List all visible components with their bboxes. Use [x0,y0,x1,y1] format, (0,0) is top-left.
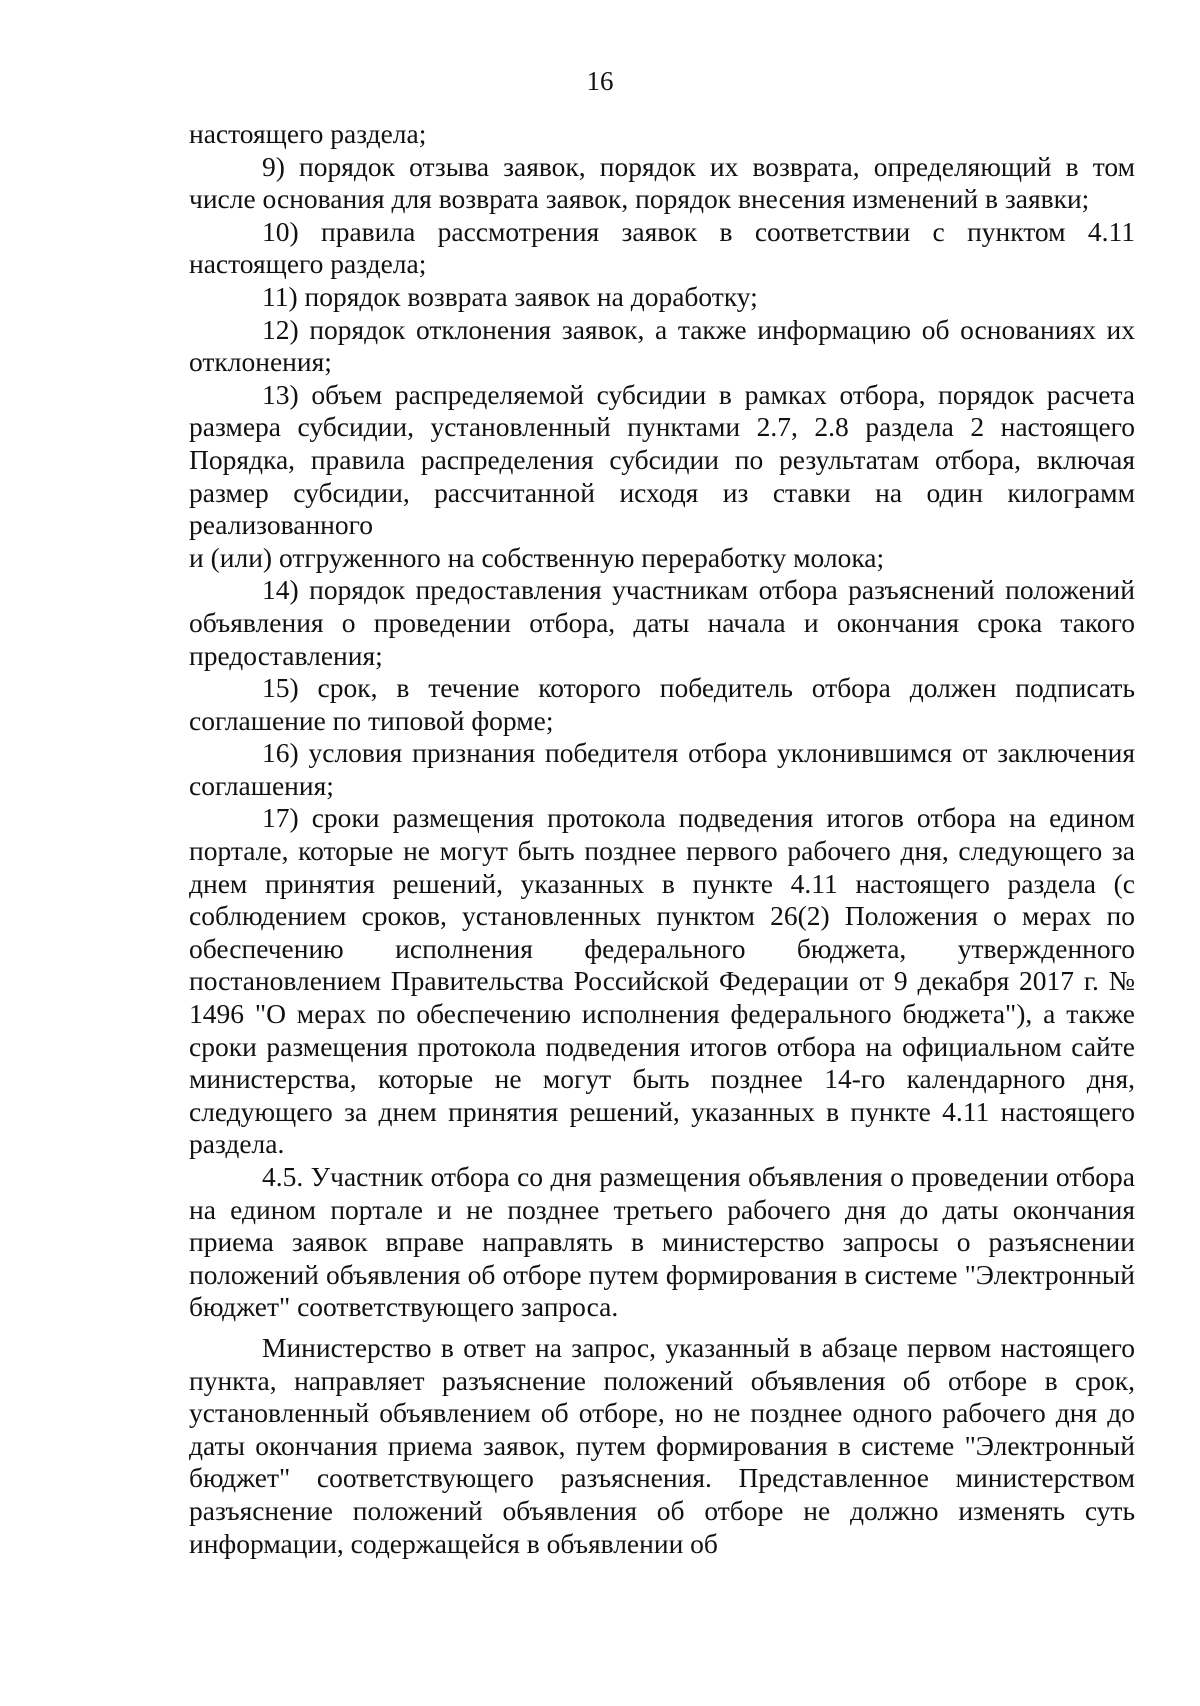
list-item-17: 17) сроки размещения протокола подведения итогов отбора на едином портале, которые не могут быть позднее первого рабочего дня, следующего за днем принятия решений, указанных в пункте 4.11 настоящего раздела (с соблюдением сроков, установленных пунктом 26(2) Положения о мерах по обеспечению исполнения федерального бюджета, утвержденного постановлением Правительства Российской Федерации от 9 декабря 2017 г. № 1496 "О мерах по обеспечению исполнения федерального бюджета"), а также сроки размещения протокола подведения итогов отбора на официальном сайте министерства, которые не могут быть позднее 14-го календарного дня, следующего за днем принятия решений, указанных в пункте 4.11 настоящего раздела. [189,802,1135,1160]
list-item-14: 14) порядок предоставления участникам отбора разъяснений положений объявления о проведении отбора, даты начала и окончания срока такого предоставления; [189,574,1135,671]
list-item-11: 11) порядок возврата заявок на доработку; [262,280,758,312]
list-item-13: 13) объем распределяемой субсидии в рамках отбора, порядок расчета размера субсидии, установленный пунктами 2.7, 2.8 раздела 2 настоящего Порядка, правила распределения субсидии по результатам отбора, включая размер субсидии, рассчитанной исходя из ставки на один килограмм реализованного [189,378,1135,541]
list-item-15: 15) срок, в течение которого победитель отбора должен подписать соглашение по типовой форме; [189,672,1135,736]
list-item-9: 9) порядок отзыва заявок, порядок их возврата, определяющий в том числе основания для возврата заявок, порядок внесения изменений в заявки; [189,150,1135,215]
list-item-13-continuation: и (или) отгруженного на собственную переработку молока; [189,541,885,573]
list-item-10: 10) правила рассмотрения заявок в соответствии с пунктом 4.11 настоящего раздела; [189,215,1135,280]
list-item-12: 12) порядок отклонения заявок, а также информацию об основаниях их отклонения; [189,313,1135,378]
page-number: 16 [586,66,614,96]
paragraph-continuation: настоящего раздела; [189,118,427,149]
clause-4-5: 4.5. Участник отбора со дня размещения объявления о проведении отбора на едином портале и не позднее третьего рабочего дня до даты окончания приема заявок вправе направлять в министерство запросы о разъяснении положений объявления об отборе путем формирования в системе "Электронный бюджет" соответствующего запроса. [189,1161,1135,1323]
document-body [189,118,1135,1560]
clause-4-5-ministry-response: Министерство в ответ на запрос, указанный в абзаце первом настоящего пункта, направляет разъяснение положений объявления об отборе в срок, установленный объявлением об отборе, но не позднее одного рабочего дня до даты окончания приема заявок, путем формирования в системе "Электронный бюджет" соответствующего разъяснения. Представленное министерством разъяснение положений объявления об отборе не должно изменять суть информации, содержащейся в объявлении об [189,1331,1135,1559]
list-item-16: 16) условия признания победителя отбора уклонившимся от заключения соглашения; [189,737,1135,801]
